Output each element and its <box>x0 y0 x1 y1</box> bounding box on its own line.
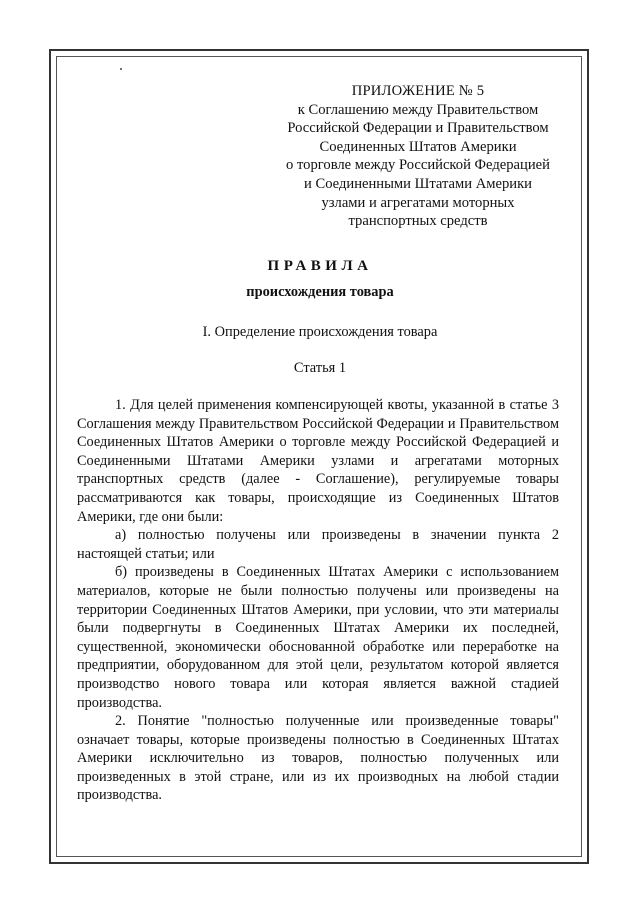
document-body <box>77 396 559 805</box>
annex-line: Соединенных Штатов Америки <box>319 138 517 155</box>
annex-header <box>268 82 568 231</box>
annex-line: Российской Федерации и Правительством <box>287 120 549 137</box>
article-heading: Статья 1 <box>293 360 347 376</box>
annex-title: ПРИЛОЖЕНИЕ № 5 <box>351 83 485 99</box>
annex-line: к Соглашению между Правительством <box>297 101 539 118</box>
paragraph: 2. Понятие "полностью полученные или произведенные товары" означает товары, которые произведены полностью в Соединенных Штатах Америки исключительно из товаров, полностью полученных или произведенных в этой стране, или из их производных на любой стадии производства. <box>77 713 559 804</box>
paragraph: б) произведены в Соединенных Штатах Америки с использованием материалов, которые не были полностью получены или произведены на территории Соединенных Штатов Америки, при условии, что эти материалы были подвергнуты в Соединенных Штатах Америки их последней, существенной, экономически обоснованной обработке или переработке на предприятии, оборудованном для этой цели, результатом которой является производство нового товара или которая является важной стадией производства. <box>77 564 559 711</box>
annex-line: и Соединенными Штатами Америки <box>304 175 532 192</box>
paragraph: 1. Для целей применения компенсирующей квоты, указанной в статье 3 Соглашения между Правительством Российской Федерации и Правительством Соединенных Штатов Америки о торговле между Российской Федерацией и Соединенными Штатами Америки узлами и агрегатами моторных транспортных средств (далее - Соглашение), регулируемые товары рассматриваются как товары, происходящие из Соединенных Штатов Америки, где они были: <box>77 397 559 525</box>
document-title: ПРАВИЛА <box>267 258 373 274</box>
section-heading: I. Определение происхождения товара <box>202 324 438 340</box>
annex-line: о торговле между Российской Федерацией <box>286 157 550 174</box>
scan-speck <box>120 68 122 70</box>
document-subtitle: происхождения товара <box>246 284 394 300</box>
annex-line: узлами и агрегатами моторных <box>321 194 515 211</box>
paragraph: а) полностью получены или произведены в значении пункта 2 настоящей статьи; или <box>77 527 559 562</box>
annex-line: транспортных средств <box>348 213 488 230</box>
